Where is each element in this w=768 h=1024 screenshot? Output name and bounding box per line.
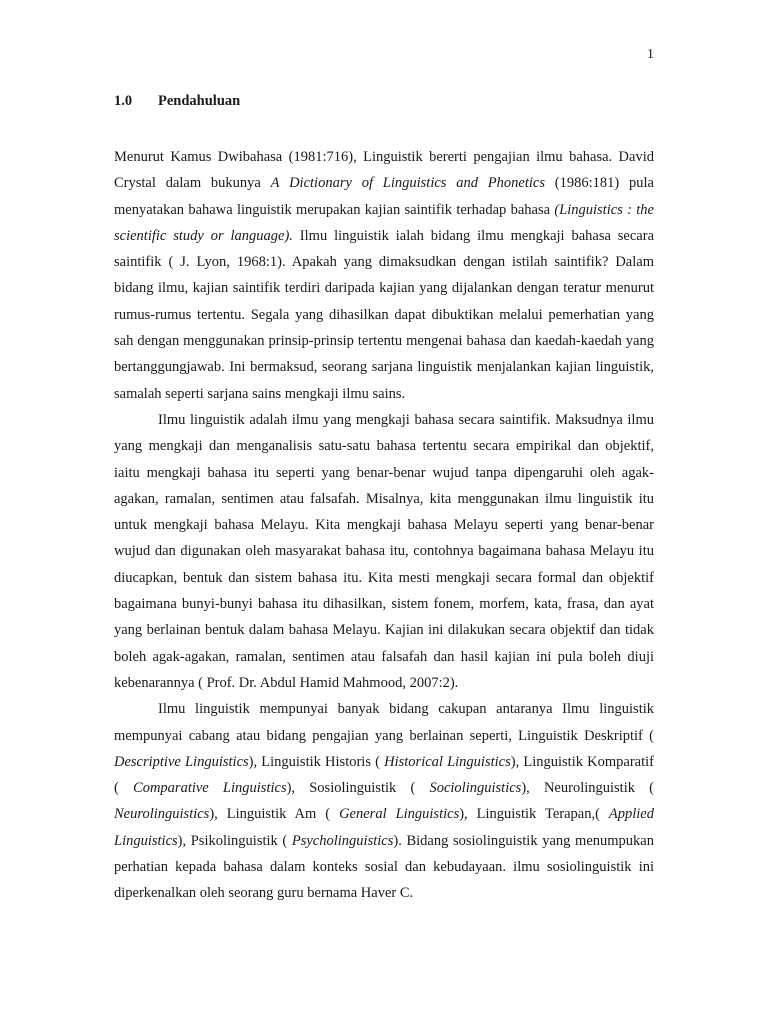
text-run: ), Linguistik Historis ( [248,753,385,770]
body-text [114,144,654,907]
text-run: ). Bidang sosiolinguistik yang menumpukan perhatian kepada bahasa dalam konteks sosial dan kebudayaan. ilmu sosiolinguistik ini diperkenalkan oleh seorang guru bernama Haver C. [114,832,654,902]
italic-term: Sociolinguistics [429,780,522,797]
section-number: 1.0 [114,93,133,109]
text-run: ), Sosiolinguistik ( [286,780,430,797]
text-run: ), Linguistik Am ( [209,806,340,823]
text-run: Menurut Kamus Dwibahasa (1981:716), Linguistik bererti pengajian ilmu bahasa. David Crystal dalam bukunya [114,149,654,192]
paragraph-1 [114,144,654,407]
italic-term: Applied Linguistics [114,806,654,849]
section-title: Pendahuluan [158,93,241,109]
text-run: ), Psikolinguistik ( [177,832,292,849]
italic-term: Psycholinguistics [291,832,394,849]
page-number: 1 [647,47,654,62]
italic-term: Neurolinguistics [114,806,210,823]
text-run: ), Linguistik Terapan,( [459,806,609,823]
text-run: ), Linguistik Komparatif ( [114,753,654,797]
italic-term: Historical Linguistics [384,753,511,770]
section-heading [114,93,240,110]
paragraph-2 [114,407,654,696]
text-run: Ilmu linguistik adalah ilmu yang mengkaji bahasa secara saintifik. Maksudnya ilmu yang mengkaji dan menganalisis satu-satu bahasa tertentu secara empirikal dan objektif, iaitu mengkaji bahasa itu seperti yang benar-benar wujud tanpa dipengaruhi oleh agak-agakan, ramalan, sentimen atau falsafah. Misalnya, kita menggunakan ilmu linguistik itu untuk mengkaji bahasa Melayu. Kita mengkaji bahasa Melayu seperti yang benar-benar wujud dan digunakan oleh masyarakat bahasa itu, contohnya bagaimana bahasa Melayu itu diucapkan, bentuk dan sistem bahasa itu. Kita mesti mengkaji secara formal dan objektif bagaimana bunyi-bunyi bahasa itu dihasilkan, sistem fonem, morfem, kata, frasa, dan ayat yang berlainan bentuk dalam bahasa Melayu. Kajian ini dilakukan secara objektif dan tidak boleh agak-agakan, ramalan, sentimen atau falsafah dan hasil kajian ini pula boleh diuji kebenarannya ( Prof. Dr. Abdul Hamid Mahmood, 2007:2). [114,411,654,691]
italic-term: General Linguistics [339,806,460,823]
text-run: Ilmu linguistik ialah bidang ilmu mengkaji bahasa secara saintifik ( J. Lyon, 1968:1). Apakah yang dimaksudkan dengan istilah saintifik? Dalam bidang ilmu, kajian saintifik terdiri daripada kajian yang dijalankan dengan teratur menurut rumus-rumus tertentu. Segala yang dihasilkan dapat dibuktikan melalui pemerhatian yang sah dengan menggunakan prinsip-prinsip tertentu mengenai bahasa dan kaedah-kaedah yang bertanggungjawab. Ini bermaksud, seorang sarjana linguistik menjalankan kajian linguistik, samalah seperti sarjana sains mengkaji ilmu sains. [114,227,655,402]
italic-term: (Linguistics : the scientific study or language). [114,201,654,244]
italic-term: Descriptive Linguistics [114,753,249,770]
text-run: (1986:181) pula menyatakan bahawa linguistik merupakan kajian saintifik terhadap bahasa [114,175,654,218]
text-run: Ilmu linguistik mempunyai banyak bidang cakupan antaranya Ilmu linguistik mempunyai cabang atau bidang pengajian yang berlainan seperti, Linguistik Deskriptif ( [114,701,654,744]
paragraph-3 [114,696,654,906]
italic-term: A Dictionary of Linguistics and Phonetics [270,175,545,192]
text-run: ), Neurolinguistik ( [521,780,654,797]
italic-term: Comparative Linguistics [133,780,287,797]
